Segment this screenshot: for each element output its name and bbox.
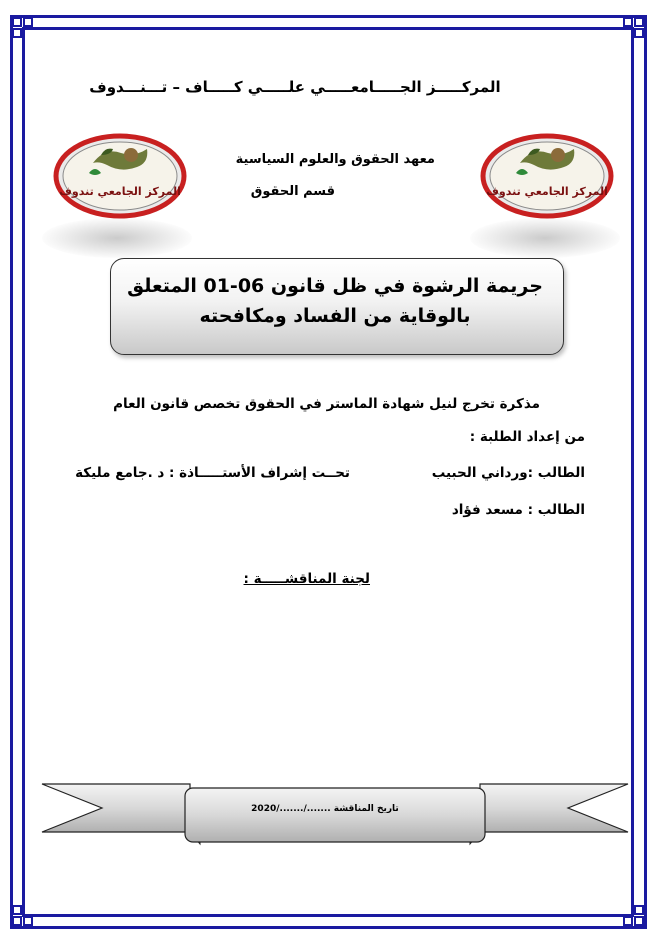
logo-text-left: المركز الجامعي تندوف (59, 185, 181, 198)
corner-ornament-top-right (621, 15, 647, 41)
university-center-name: المركـــــز الجـــــامعـــــي علـــــي كـــــاف – تـــنـــدوف (89, 78, 501, 96)
supervisor: تحــت إشراف الأستـــــاذة : د .جامع مليكة (75, 465, 350, 481)
student-two: الطالب : مسعد فؤاد (451, 502, 585, 518)
department-name: قسم الحقوق (250, 184, 335, 199)
logo-shadow-right (470, 218, 620, 258)
university-logo-left (53, 133, 187, 219)
prepared-by-label: من إعداد الطلبة : (469, 429, 585, 445)
thesis-title-box (110, 258, 564, 355)
student-one: الطالب :ورداني الحبيب (431, 465, 585, 481)
thesis-title: جريمة الرشوة في ظل قانون 06-01 المتعلق بالوقاية من الفساد ومكافحته (127, 275, 543, 327)
discussion-date: تاريخ المناقشة ......./......./2020 (251, 804, 399, 814)
corner-ornament-bottom-left (10, 903, 36, 929)
corner-ornament-top-left (10, 15, 36, 41)
corner-ornament-bottom-right (621, 903, 647, 929)
university-logo-right (480, 133, 614, 219)
logo-shadow-left (42, 218, 192, 258)
memo-description: مذكرة تخرج لنيل شهادة الماستر في الحقوق تخصص قانون العام (113, 396, 540, 412)
logo-text-right: المركز الجامعي تندوف (486, 185, 608, 198)
institute-name: معهد الحقوق والعلوم السياسية (235, 152, 435, 167)
discussion-committee-label: لجنة المناقشـــــة : (243, 571, 370, 587)
